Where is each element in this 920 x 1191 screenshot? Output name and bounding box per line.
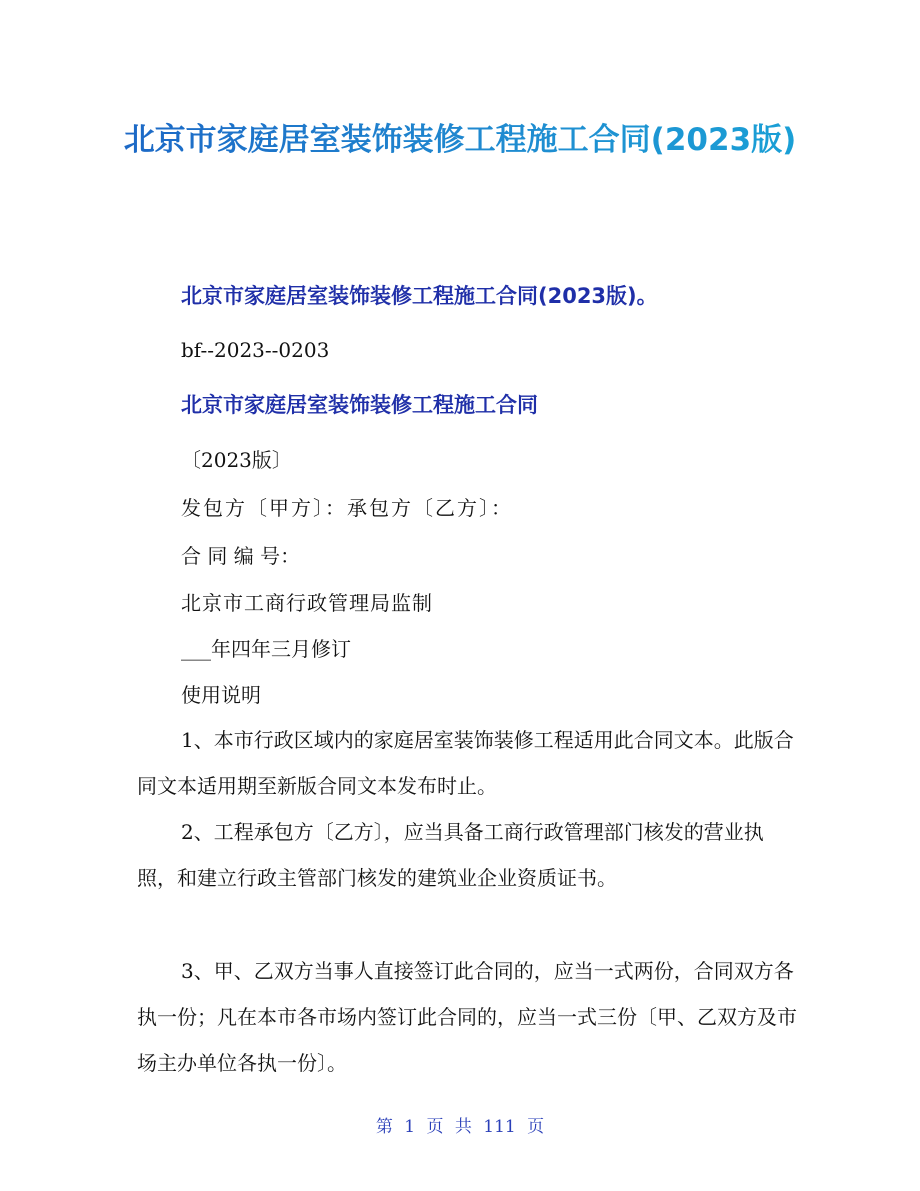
document-title: 北京市家庭居室装饰装修工程施工合同(2023版) [120,112,800,168]
paragraph: 2、工程承包方〔乙方〕，应当具备工商行政管理部门核发的营业执照，和建立行政主管部门核发的建筑业企业资质证书。 [137,820,764,890]
paragraph: 3、甲、乙双方当事人直接签订此合同的，应当一式两份，合同双方各执一份；凡在本市各市场内签订此合同的，应当一式三份〔甲、乙双方及市场主办单位各执一份〕。 [137,959,797,1075]
contract-number-label: 合 同 编 号： [181,544,301,568]
parties-line: 发包方〔甲方〕：承包方〔乙方〕： [181,496,513,520]
contract-subheading: 北京市家庭居室装饰装修工程施工合同 [181,393,538,417]
page-number: 第 1 页 共 111 页 [375,1117,545,1137]
contract-code: bf--2023--0203 [181,338,330,362]
supervisor-line: 北京市工商行政管理局监制 [181,591,433,615]
contract-heading: 北京市家庭居室装饰装修工程施工合同(2023版)。 [181,284,658,308]
paragraph: 1、本市行政区域内的家庭居室装饰装修工程适用此合同文本。此版合同文本适用期至新版合同文本发布时止。 [137,728,794,798]
instructions-title: 使用说明 [181,683,261,707]
revision-line: ___年四年三月修订 [181,637,351,661]
version-label: 〔2023版〕 [181,448,292,472]
